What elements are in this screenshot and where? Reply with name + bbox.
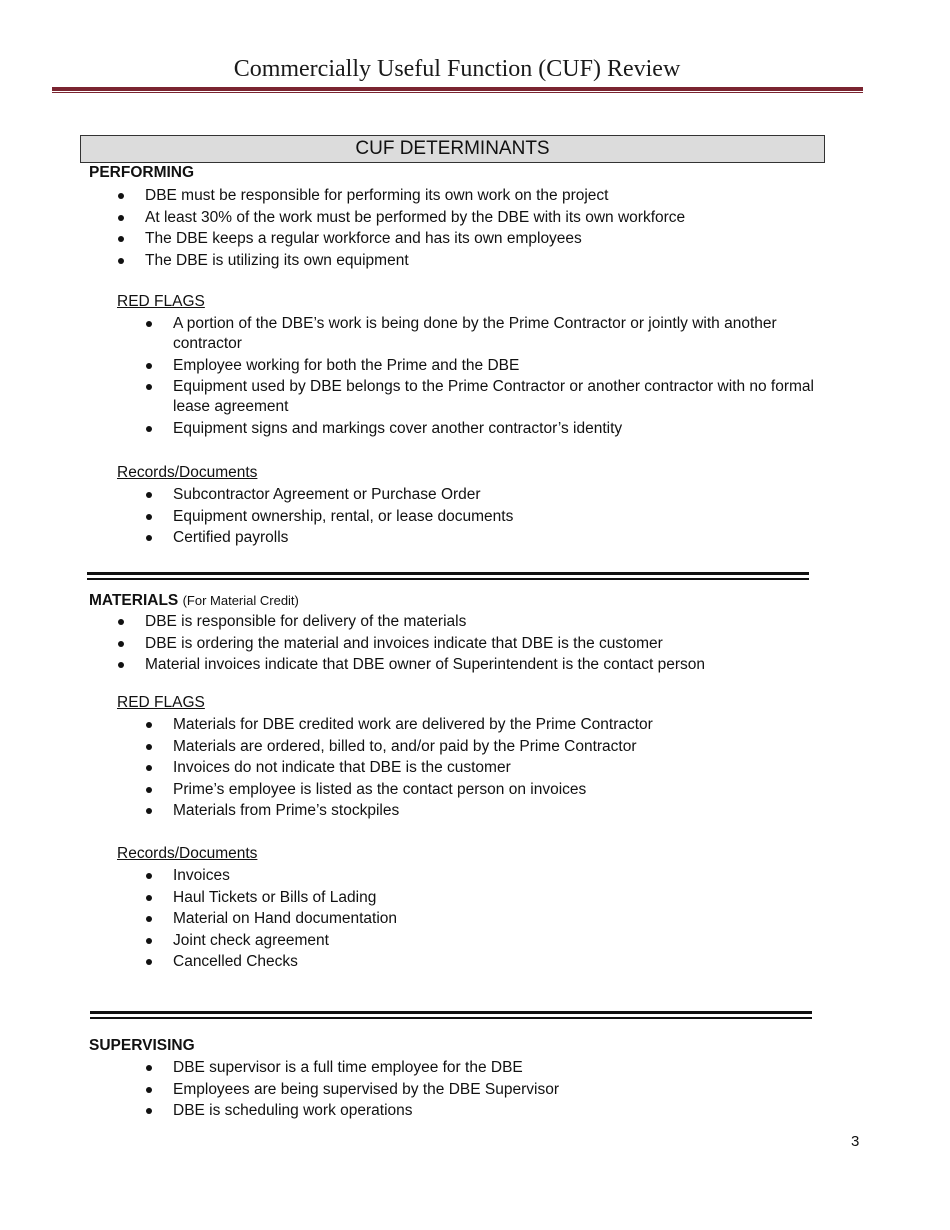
- page-number: 3: [851, 1133, 860, 1150]
- list-item: Invoices do not indicate that DBE is the customer: [173, 758, 845, 778]
- bullet-icon: [118, 641, 124, 647]
- bullet-icon: [146, 321, 152, 327]
- list-item: DBE is ordering the material and invoices indicate that DBE is the customer: [145, 634, 845, 654]
- performing-red-flags-label: RED FLAGS: [117, 293, 205, 310]
- list-item: Equipment ownership, rental, or lease documents: [173, 507, 845, 527]
- bullet-icon: [146, 895, 152, 901]
- bullet-icon: [146, 787, 152, 793]
- list-item: DBE must be responsible for performing its own work on the project: [145, 186, 845, 206]
- list-item: Haul Tickets or Bills of Lading: [173, 888, 845, 908]
- bullet-icon: [146, 535, 152, 541]
- performing-red-flags-list: [173, 314, 845, 440]
- bullet-icon: [118, 619, 124, 625]
- bullet-icon: [146, 959, 152, 965]
- bullet-icon: [146, 1065, 152, 1071]
- list-item: Materials from Prime’s stockpiles: [173, 801, 845, 821]
- list-item: Equipment signs and markings cover another contractor’s identity: [173, 419, 845, 439]
- supervising-heading: SUPERVISING: [89, 1037, 195, 1054]
- materials-red-flags-list: [173, 715, 845, 823]
- list-item: Employee working for both the Prime and the DBE: [173, 356, 845, 376]
- bullet-icon: [146, 426, 152, 432]
- title-rule-thin: [52, 92, 863, 93]
- list-item: A portion of the DBE’s work is being done by the Prime Contractor or jointly with another contractor: [173, 314, 845, 354]
- list-item: DBE is responsible for delivery of the materials: [145, 612, 845, 632]
- bullet-icon: [118, 236, 124, 242]
- bullet-icon: [146, 744, 152, 750]
- performing-heading: PERFORMING: [89, 164, 195, 181]
- materials-records-list: [173, 866, 845, 974]
- materials-red-flags-label: RED FLAGS: [117, 694, 205, 711]
- list-item: The DBE keeps a regular workforce and has its own employees: [145, 229, 845, 249]
- bullet-icon: [146, 873, 152, 879]
- bullet-icon: [146, 363, 152, 369]
- bullet-icon: [146, 1087, 152, 1093]
- bullet-icon: [118, 193, 124, 199]
- performing-list: [145, 186, 845, 272]
- list-item: Materials are ordered, billed to, and/or paid by the Prime Contractor: [173, 737, 845, 757]
- bullet-icon: [146, 765, 152, 771]
- title-rule: [52, 87, 863, 91]
- supervising-list: [173, 1058, 845, 1123]
- bullet-icon: [146, 808, 152, 814]
- bullet-icon: [146, 514, 152, 520]
- materials-heading: MATERIALS (For Material Credit): [89, 592, 299, 609]
- list-item: Subcontractor Agreement or Purchase Order: [173, 485, 845, 505]
- list-item: DBE is scheduling work operations: [173, 1101, 845, 1121]
- list-item: Certified payrolls: [173, 528, 845, 548]
- list-item: Material on Hand documentation: [173, 909, 845, 929]
- bullet-icon: [146, 938, 152, 944]
- list-item: Employees are being supervised by the DBE Supervisor: [173, 1080, 845, 1100]
- bullet-icon: [118, 662, 124, 668]
- performing-records-label: Records/Documents: [117, 464, 258, 481]
- bullet-icon: [146, 722, 152, 728]
- bullet-icon: [146, 916, 152, 922]
- page-title: Commercially Useful Function (CUF) Review: [233, 56, 681, 82]
- bullet-icon: [146, 492, 152, 498]
- list-item: Invoices: [173, 866, 845, 886]
- list-item: Joint check agreement: [173, 931, 845, 951]
- list-item: Material invoices indicate that DBE owner of Superintendent is the contact person: [145, 655, 845, 675]
- bullet-icon: [146, 1108, 152, 1114]
- bullet-icon: [118, 215, 124, 221]
- bullet-icon: [118, 258, 124, 264]
- list-item: Prime’s employee is listed as the contact person on invoices: [173, 780, 845, 800]
- section-banner: CUF DETERMINANTS: [80, 135, 825, 163]
- list-item: Equipment used by DBE belongs to the Prime Contractor or another contractor with no formal lease agreement: [173, 377, 845, 417]
- list-item: The DBE is utilizing its own equipment: [145, 251, 845, 271]
- list-item: DBE supervisor is a full time employee for the DBE: [173, 1058, 845, 1078]
- list-item: Materials for DBE credited work are delivered by the Prime Contractor: [173, 715, 845, 735]
- list-item: Cancelled Checks: [173, 952, 845, 972]
- bullet-icon: [146, 384, 152, 390]
- list-item: At least 30% of the work must be performed by the DBE with its own workforce: [145, 208, 845, 228]
- performing-records-list: [173, 485, 845, 550]
- materials-list: [145, 612, 845, 677]
- materials-records-label: Records/Documents: [117, 845, 258, 862]
